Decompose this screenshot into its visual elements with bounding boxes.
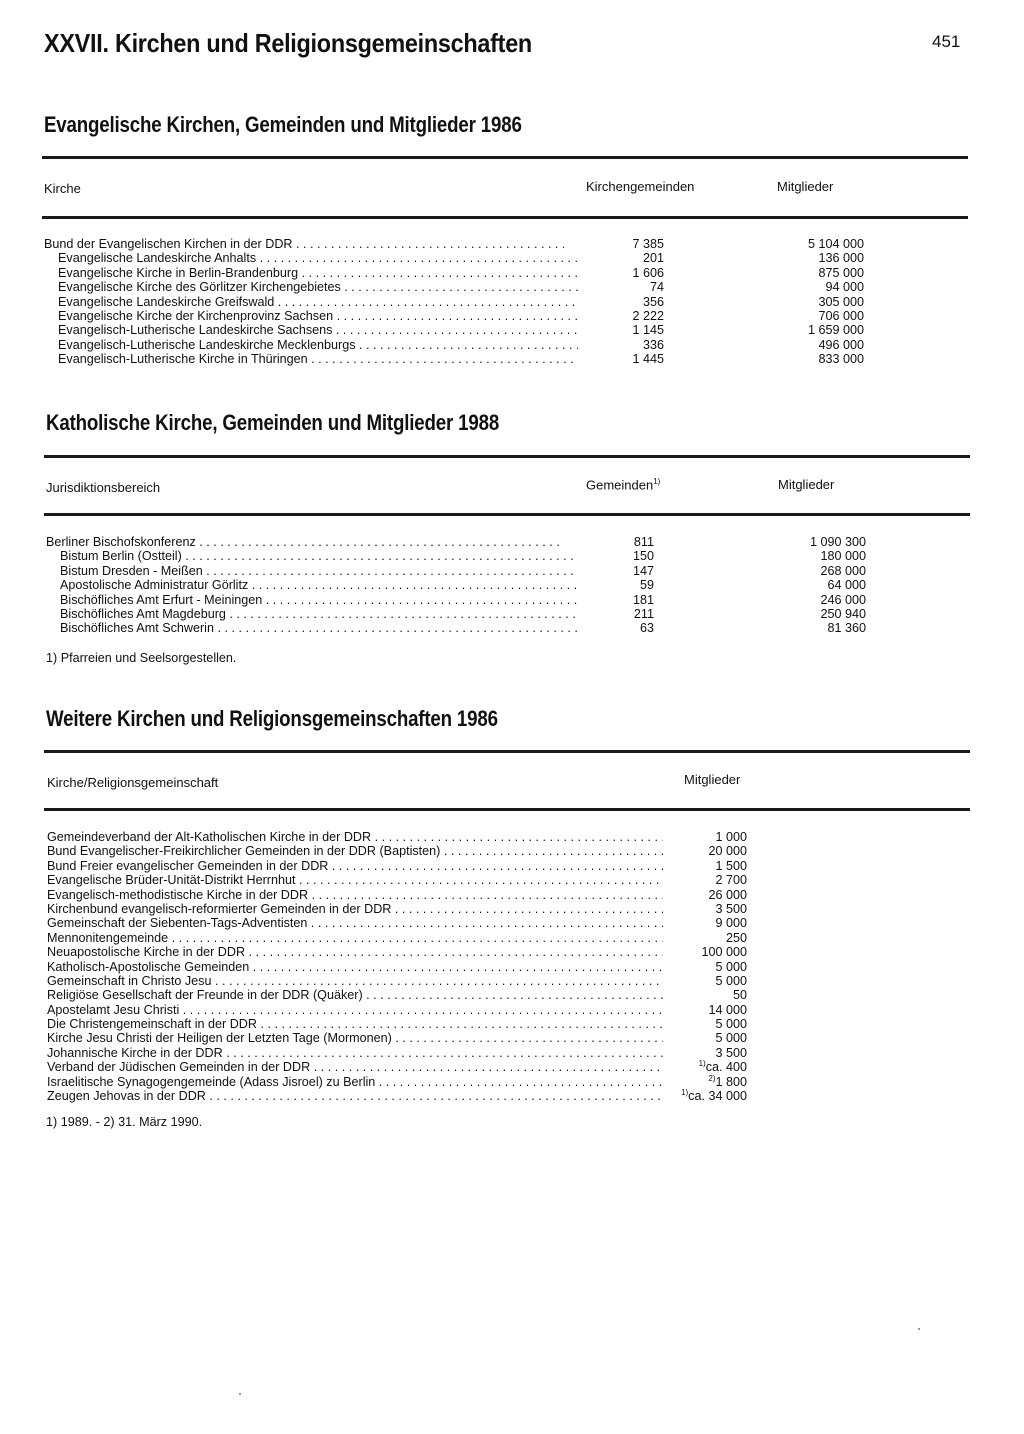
table-row [47, 931, 767, 945]
row-value-mitglieder [715, 916, 747, 930]
row-value-mitglieder [708, 1003, 747, 1017]
row-value-text: 2 700 [715, 873, 747, 888]
table-header-rule [42, 216, 968, 219]
row-label: Evangelische Kirche in Berlin-Brandenburg . . . [44, 266, 578, 280]
row-value-text: 14 000 [708, 1002, 747, 1017]
row-value-text: 1 000 [715, 830, 747, 844]
row-label: Gemeindeverband der Alt-Katholischen Kirche in der DDR . . . [47, 830, 663, 844]
row-value-gemeinden: 7 385 [632, 237, 664, 251]
table-row [47, 1075, 767, 1089]
row-label: Religiöse Gesellschaft der Freunde in der DDR (Quäker) . . . [47, 988, 663, 1002]
table-top-rule [44, 455, 970, 458]
table-row [44, 266, 864, 280]
row-value-text: 3 500 [715, 1045, 747, 1060]
table-row [47, 988, 767, 1002]
row-value-mitglieder: 81 360 [827, 621, 866, 636]
footnote: 1) Pfarreien und Seelsorgestellen. [46, 651, 237, 665]
table-row [47, 1060, 767, 1074]
row-value-mitglieder: 180 000 [820, 549, 866, 564]
row-label: Evangelisch-methodistische Kirche in der DDR . . . [47, 888, 663, 902]
row-value-text: ca. 34 000 [688, 1089, 747, 1104]
table-row [46, 607, 866, 621]
table-body [47, 830, 767, 1103]
row-value-gemeinden: 63 [639, 621, 654, 636]
row-value-mitglieder: 94 000 [825, 280, 864, 295]
row-value-gemeinden: 150 [632, 549, 654, 564]
table-row [44, 338, 864, 352]
row-label: Evangelische Brüder-Unität-Distrikt Herrnhut . . . [47, 873, 663, 887]
footnote-marker: 2) [708, 1073, 716, 1083]
row-label: Johannische Kirche in der DDR . . . [47, 1046, 663, 1060]
row-value-mitglieder [715, 873, 747, 887]
row-value-mitglieder [708, 1075, 747, 1089]
row-label: Gemeinschaft der Siebenten-Tags-Adventisten . . . [47, 916, 663, 930]
section-title: Evangelische Kirchen, Gemeinden und Mitglieder 1986 [44, 112, 522, 137]
row-label: Evangelische Landeskirche Anhalts . . . [44, 251, 578, 265]
row-label: Berliner Bischofskonferenz . . . [46, 535, 564, 549]
row-value-mitglieder: 268 000 [820, 563, 866, 578]
row-label: Evangelisch-Lutherische Landeskirche Sachsens . . . [44, 323, 578, 337]
row-label: Mennonitengemeinde . . . [47, 931, 663, 945]
page-title: XXVII. Kirchen und Religionsgemeinschaften [44, 28, 532, 58]
table-row [46, 564, 866, 578]
row-label: Evangelisch-Lutherische Landeskirche Mecklenburgs . . . [44, 338, 578, 352]
column-header-label: Jurisdiktionsbereich [46, 480, 161, 495]
row-value-text: 5 000 [715, 1031, 747, 1046]
row-value-mitglieder [681, 1089, 747, 1103]
row-value-mitglieder [715, 1017, 747, 1031]
row-label: Bund Freier evangelischer Gemeinden in der DDR . . . [47, 859, 663, 873]
table-row [47, 859, 767, 873]
row-value-mitglieder [733, 988, 747, 1002]
row-value-mitglieder [726, 931, 747, 945]
row-value-text: 1 500 [715, 858, 747, 873]
table-row [47, 1017, 767, 1031]
table-row [47, 902, 767, 916]
table-header-rule [44, 808, 970, 811]
table-body [44, 237, 864, 367]
row-value-mitglieder: 136 000 [818, 251, 864, 266]
table-row [47, 945, 767, 959]
column-header-label: Kirche/Religionsgemeinschaft [47, 775, 219, 790]
row-value-mitglieder: 1 090 300 [809, 535, 866, 549]
row-value-mitglieder: 706 000 [818, 308, 864, 323]
table-row [44, 280, 864, 294]
table-row [44, 323, 864, 337]
scan-speck [918, 1328, 920, 1330]
row-value-mitglieder [699, 1060, 747, 1074]
row-label: Evangelische Kirche der Kirchenprovinz Sachsen . . . [44, 309, 578, 323]
row-label: Evangelische Kirche des Görlitzer Kirchengebietes . . . [44, 280, 578, 294]
row-value-mitglieder [708, 844, 747, 858]
row-value-mitglieder: 246 000 [820, 592, 866, 607]
section-title: Weitere Kirchen und Religionsgemeinschaften 1986 [46, 706, 498, 731]
row-value-gemeinden: 59 [639, 578, 654, 593]
row-label: Bischöfliches Amt Schwerin . . . [46, 621, 578, 635]
row-value-mitglieder: 64 000 [827, 578, 866, 593]
row-value-mitglieder: 305 000 [818, 294, 864, 309]
row-value-gemeinden: 181 [632, 592, 654, 607]
table-row [47, 1031, 767, 1045]
row-value-mitglieder: 5 104 000 [807, 237, 864, 251]
table-row [47, 1003, 767, 1017]
column-header-gemeinden: Kirchengemeinden [586, 179, 695, 194]
row-label: Evangelische Landeskirche Greifswald . . . [44, 295, 578, 309]
table-row [46, 535, 866, 549]
row-value-text: 3 500 [715, 901, 747, 916]
row-value-mitglieder [715, 960, 747, 974]
row-label: Apostolische Administratur Görlitz . . . [46, 578, 578, 592]
footnote-marker: 1) [653, 477, 661, 486]
row-value-gemeinden: 811 [633, 535, 654, 549]
row-value-mitglieder [715, 974, 747, 988]
footnote-marker: 1) [681, 1087, 689, 1097]
row-value-text: 26 000 [708, 887, 747, 902]
row-value-mitglieder [715, 859, 747, 873]
row-value-text: 100 000 [701, 945, 747, 960]
section-title: Katholische Kirche, Gemeinden und Mitglieder 1988 [46, 410, 500, 435]
row-value-mitglieder: 1 659 000 [807, 323, 864, 338]
table-top-rule [44, 750, 970, 753]
row-label: Bischöfliches Amt Magdeburg . . . [46, 607, 578, 621]
column-header-gemeinden [586, 477, 660, 492]
row-value-gemeinden: 1 606 [632, 265, 664, 280]
row-value-text: 9 000 [715, 916, 747, 931]
row-label: Neuapostolische Kirche in der DDR . . . [47, 945, 663, 959]
table-row [47, 830, 767, 844]
table-top-rule [42, 156, 968, 159]
row-value-mitglieder: 250 940 [820, 606, 866, 621]
row-label: Katholisch-Apostolische Gemeinden . . . [47, 960, 663, 974]
row-value-text: 20 000 [708, 844, 747, 859]
table-header-rule [44, 513, 970, 516]
row-value-mitglieder [701, 945, 747, 959]
row-value-gemeinden: 1 445 [632, 352, 664, 367]
row-value-gemeinden: 74 [649, 280, 664, 295]
footnote: 1) 1989. - 2) 31. März 1990. [46, 1115, 203, 1129]
table-row [44, 237, 864, 251]
column-header-mitglieder: Mitglieder [778, 477, 835, 492]
table-row [44, 295, 864, 309]
table-row [46, 549, 866, 563]
table-row [47, 960, 767, 974]
row-label: Israelitische Synagogengemeinde (Adass Jisroel) zu Berlin . . . [47, 1075, 663, 1089]
row-value-mitglieder: 496 000 [818, 337, 864, 352]
table-row [46, 578, 866, 592]
row-value-mitglieder [715, 1046, 747, 1060]
table-row [44, 309, 864, 323]
table-row [47, 1046, 767, 1060]
row-value-mitglieder [708, 888, 747, 902]
table-row [44, 251, 864, 265]
row-value-gemeinden: 201 [642, 251, 664, 266]
row-value-gemeinden: 147 [632, 563, 654, 578]
footnote-marker: 1) [698, 1059, 706, 1069]
page-number: 451 [932, 32, 961, 51]
row-label: Bistum Berlin (Ostteil) . . . [46, 549, 578, 563]
column-header-label: Kirche [44, 181, 81, 196]
table-row [47, 1089, 767, 1103]
row-value-mitglieder [715, 830, 747, 844]
table-row [46, 593, 866, 607]
table-body [46, 535, 866, 636]
row-value-text: 50 [732, 988, 747, 1003]
table-row [46, 621, 866, 635]
row-value-mitglieder [715, 1031, 747, 1045]
row-label: Bistum Dresden - Meißen . . . [46, 564, 578, 578]
row-value-gemeinden: 211 [633, 606, 654, 621]
row-value-gemeinden: 1 145 [632, 323, 664, 338]
table-row [47, 873, 767, 887]
column-header-mitglieder: Mitglieder [777, 179, 834, 194]
row-value-text: 250 [725, 930, 747, 945]
row-label: Evangelisch-Lutherische Kirche in Thüringen . . . [44, 352, 578, 366]
row-label: Apostelamt Jesu Christi . . . [47, 1003, 663, 1017]
row-value-mitglieder: 833 000 [818, 352, 864, 367]
table-row [44, 352, 864, 366]
row-label: Die Christengemeinschaft in der DDR . . . [47, 1017, 663, 1031]
row-value-text: 5 000 [715, 1017, 747, 1032]
row-value-text: 5 000 [715, 973, 747, 988]
row-label: Verband der Jüdischen Gemeinden in der DDR . . . [47, 1060, 663, 1074]
row-value-text: 5 000 [715, 959, 747, 974]
row-value-mitglieder: 875 000 [818, 265, 864, 280]
row-value-gemeinden: 356 [642, 294, 664, 309]
row-value-gemeinden: 336 [642, 337, 664, 352]
table-row [47, 888, 767, 902]
scan-speck [239, 1393, 241, 1395]
table-row [47, 974, 767, 988]
table-row [47, 916, 767, 930]
column-header-text: Gemeinden [586, 477, 654, 493]
table-row [47, 844, 767, 858]
row-label: Kirchenbund evangelisch-reformierter Gemeinden in der DDR . . . [47, 902, 663, 916]
row-value-text: 1 800 [715, 1074, 747, 1089]
row-value-text: ca. 400 [705, 1060, 747, 1075]
row-label: Bischöfliches Amt Erfurt - Meiningen . . . [46, 593, 578, 607]
column-header-mitglieder: Mitglieder [684, 772, 741, 787]
row-label: Zeugen Jehovas in der DDR . . . [47, 1089, 663, 1103]
row-label: Gemeinschaft in Christo Jesu . . . [47, 974, 663, 988]
row-value-mitglieder [715, 902, 747, 916]
row-label: Bund der Evangelischen Kirchen in der DDR . . . [44, 237, 564, 251]
row-label: Kirche Jesu Christi der Heiligen der Letzten Tage (Mormonen) . . . [47, 1031, 663, 1045]
row-label: Bund Evangelischer-Freikirchlicher Gemeinden in der DDR (Baptisten) . . . [47, 844, 663, 858]
row-value-gemeinden: 2 222 [632, 308, 664, 323]
